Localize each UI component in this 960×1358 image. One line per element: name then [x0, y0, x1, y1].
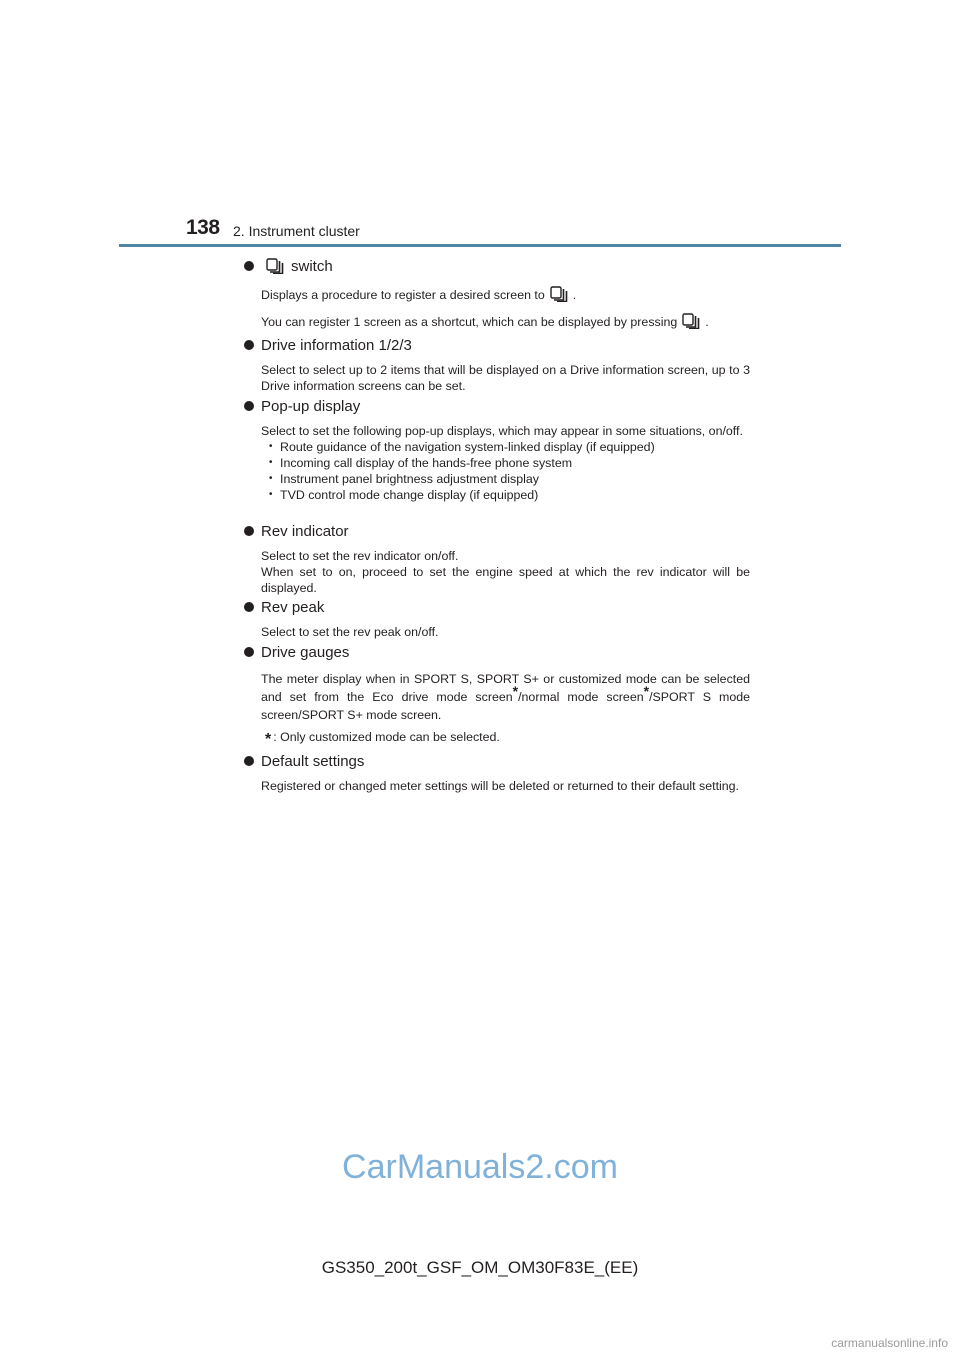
item-heading [244, 597, 750, 617]
item-title: Default settings [261, 752, 365, 770]
screens-icon [549, 286, 569, 302]
item-title: Drive information 1/2/3 [261, 336, 412, 354]
item-title: Pop-up display [261, 397, 361, 415]
item-drive-information [244, 335, 750, 394]
bullet-icon [244, 261, 254, 271]
desc-text: . [705, 315, 709, 329]
item-description [261, 286, 750, 330]
desc-line [261, 286, 750, 303]
item-heading [244, 751, 750, 771]
item-heading [244, 521, 750, 541]
bullet-icon [244, 756, 254, 766]
desc-text: Select to set the rev indicator on/off. [261, 549, 459, 563]
desc-text: /normal mode screen [518, 690, 644, 704]
footnote-mark: * [265, 731, 272, 748]
desc-text: /SPORT S mode screen/SPORT S+ mode screen. [261, 690, 751, 722]
screens-icon [681, 313, 701, 329]
footnote-mark: * [512, 682, 519, 699]
item-description: Select to select up to 2 items that will be displayed on a Drive information screen, up to 3 Drive information screens can be set. [261, 363, 750, 393]
footnote-text: : Only customized mode can be selected. [273, 730, 500, 744]
section-title: 2. Instrument cluster [233, 223, 360, 239]
desc-text: The meter display when in SPORT S, SPORT S+ or customized mode can be selected and set from the Eco drive mode screen [261, 672, 750, 704]
desc-text: . [572, 288, 577, 302]
item-heading [244, 396, 750, 416]
bullet-icon [244, 647, 254, 657]
item-rev-indicator [244, 521, 750, 596]
item-description: Select to set the rev peak on/off. [261, 625, 439, 639]
item-title: Rev indicator [261, 522, 349, 540]
item-description [261, 548, 750, 596]
page-number: 138 [186, 216, 220, 239]
desc-text: You can register 1 screen as a shortcut, which can be displayed by pressing [261, 315, 678, 329]
footer-code: GS350_200t_GSF_OM_OM30F83E_(EE) [321, 1258, 639, 1277]
item-title: Drive gauges [261, 643, 350, 661]
item-drive-gauges [244, 642, 750, 746]
item-heading [244, 335, 750, 355]
item-popup-display [244, 396, 750, 503]
list-item: • Instrument panel brightness adjustment display [269, 471, 750, 487]
footnote-mark: * [643, 682, 650, 699]
sub-list [261, 439, 750, 503]
item-title: Rev peak [261, 598, 325, 616]
item-default-settings [244, 751, 750, 794]
item-rev-peak [244, 597, 750, 640]
site-watermark: carmanualsonline.info [831, 1336, 948, 1350]
item-description [261, 670, 750, 746]
item-description [261, 423, 750, 503]
watermark-logo: CarManuals2.com [342, 1148, 618, 1186]
bullet-icon [244, 526, 254, 536]
list-item: • TVD control mode change display (if equipped) [269, 487, 750, 503]
desc-text: Select to set the following pop-up displays, which may appear in some situations, on/off. [261, 424, 743, 438]
item-heading [244, 642, 750, 662]
bullet-icon [244, 340, 254, 350]
item-heading [244, 256, 750, 276]
footnote [265, 728, 750, 746]
header-rule [119, 244, 841, 247]
bullet-icon [244, 401, 254, 411]
item-screens-switch [244, 256, 750, 330]
desc-text [261, 670, 750, 724]
list-item: • Incoming call display of the hands-free phone system [269, 455, 750, 471]
screens-icon [265, 258, 285, 274]
item-title: switch [291, 257, 333, 275]
desc-text: Displays a procedure to register a desired screen to [261, 288, 545, 302]
bullet-icon [244, 602, 254, 612]
item-description: Registered or changed meter settings will be deleted or returned to their default setting. [261, 779, 740, 793]
desc-line [261, 313, 750, 330]
desc-text: When set to on, proceed to set the engine speed at which the rev indicator will be displayed. [261, 565, 750, 595]
list-item: • Route guidance of the navigation system-linked display (if equipped) [269, 439, 750, 455]
